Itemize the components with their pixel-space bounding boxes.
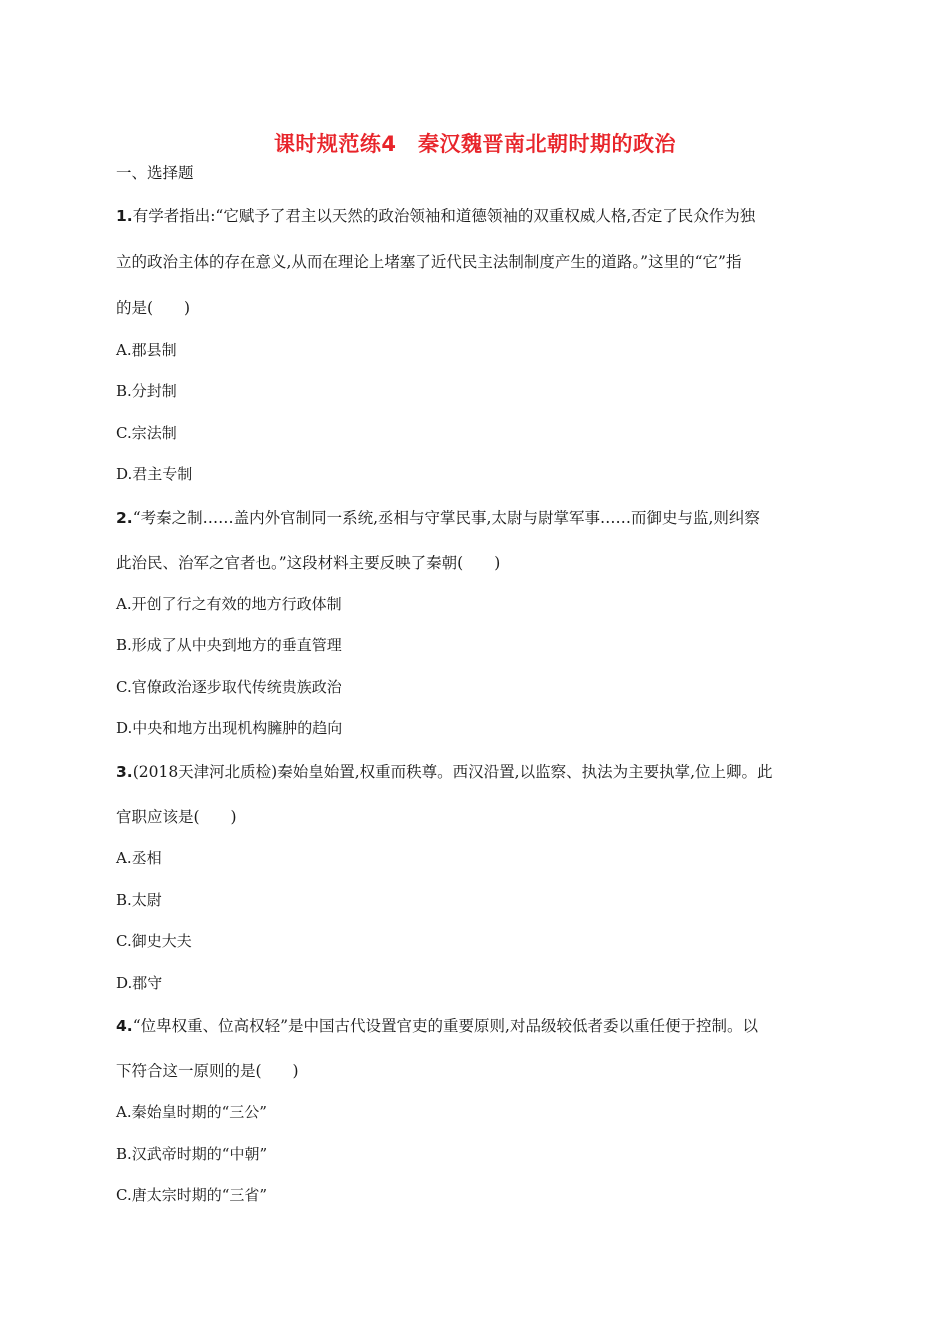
question-1-line-3: 的是( )	[116, 299, 191, 317]
question-4-option-c: C.唐太宗时期的“三省”	[116, 1186, 268, 1204]
question-number: 4.	[116, 1017, 133, 1035]
page-title: 课时规范练4 秦汉魏晋南北朝时期的政治	[273, 132, 677, 156]
question-number: 2.	[116, 509, 133, 527]
question-3-option-a: A.丞相	[116, 849, 162, 867]
question-4-option-a: A.秦始皇时期的“三公”	[116, 1103, 267, 1121]
question-text: 有学者指出:“它赋予了君主以天然的政治领袖和道德领袖的双重权威人格,否定了民众作为独	[132, 207, 756, 225]
question-text: “位卑权重、位高权轻”是中国古代设置官吏的重要原则,对品级较低者委以重任便于控制。以	[132, 1017, 758, 1035]
question-number: 1.	[116, 207, 133, 225]
question-1-line-2: 立的政治主体的存在意义,从而在理论上堵塞了近代民主法制制度产生的道路。”这里的“它”指	[116, 253, 742, 271]
question-4-option-b: B.汉武帝时期的“中朝”	[116, 1145, 268, 1163]
question-3-option-c: C.御史大夫	[116, 932, 192, 950]
question-1-option-b: B.分封制	[116, 382, 177, 400]
question-3-option-b: B.太尉	[116, 891, 162, 909]
question-text: (2018天津河北质检)秦始皇始置,权重而秩尊。西汉沿置,以监察、执法为主要执掌,位上卿。此	[132, 763, 773, 781]
section-heading: 一、选择题	[116, 164, 194, 182]
question-number: 3.	[116, 763, 133, 781]
question-2-option-c: C.官僚政治逐步取代传统贵族政治	[116, 678, 342, 696]
question-1-line-1	[116, 204, 755, 226]
question-4-line-2: 下符合这一原则的是( )	[116, 1062, 299, 1080]
question-1-option-d: D.君主专制	[116, 465, 193, 483]
question-2-line-2: 此治民、治军之官者也。”这段材料主要反映了秦朝( )	[116, 554, 501, 572]
question-2-option-d: D.中央和地方出现机构臃肿的趋向	[116, 719, 343, 737]
question-1-option-c: C.宗法制	[116, 424, 177, 442]
question-2-option-b: B.形成了从中央到地方的垂直管理	[116, 636, 342, 654]
question-1-option-a: A.郡县制	[116, 341, 177, 359]
question-2-option-a: A.开创了行之有效的地方行政体制	[116, 595, 342, 613]
question-4-line-1	[116, 1014, 758, 1036]
question-text: “考秦之制……盖内外官制同一系统,丞相与守掌民事,太尉与尉掌军事……而御史与监,则纠察	[132, 509, 760, 527]
question-3-option-d: D.郡守	[116, 974, 163, 992]
question-2-line-1	[116, 506, 760, 528]
question-3-line-1	[116, 760, 773, 782]
question-3-line-2: 官职应该是( )	[116, 808, 237, 826]
